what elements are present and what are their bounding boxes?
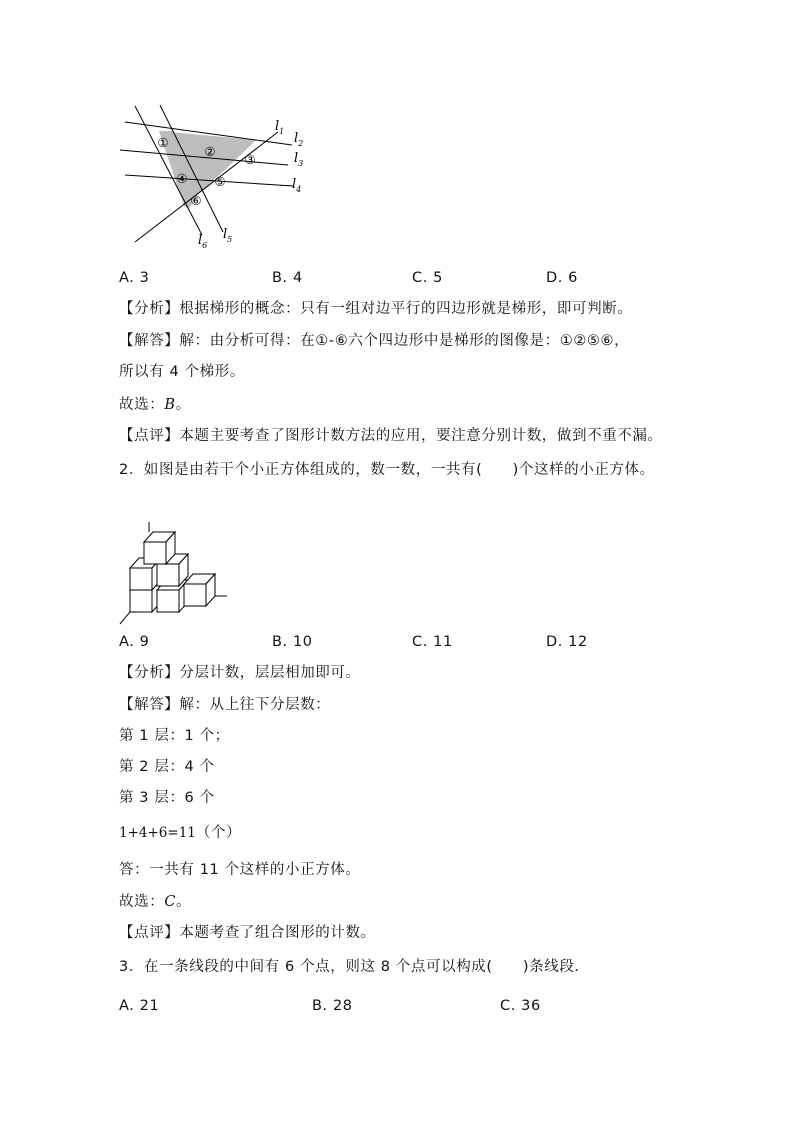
- comment-text: 【点评】本题考查了组合图形的计数。: [119, 925, 376, 941]
- line-label: $l_2$: [294, 131, 304, 148]
- choice-suffix: 。: [176, 894, 192, 910]
- question-text: 2．如图是由若干个小正方体组成的，数一数，一共有( )个这样的小正方体。: [119, 462, 655, 478]
- line-label: $l_1$: [275, 119, 285, 136]
- option-b: B. 28: [312, 998, 353, 1014]
- equation-expr: 1+4+6=11: [119, 825, 196, 841]
- solution-text: 【解答】解：由分析可得：在①-⑥六个四边形中是梯形的图像是：①②⑤⑥，: [119, 333, 630, 349]
- choice-text: [119, 892, 191, 912]
- choice-prefix: 故选：: [119, 397, 165, 413]
- line-label: $l_4$: [292, 177, 302, 194]
- region-label: ⑥: [190, 193, 202, 208]
- option-a: A. 21: [119, 998, 160, 1014]
- cube: [144, 532, 175, 564]
- choice-text: [119, 395, 191, 415]
- question-text: 3．在一条线段的中间有 6 个点，则这 8 个点可以构成( )条线段．: [119, 959, 590, 975]
- layer-count: 第 2 层：4 个: [119, 759, 215, 775]
- answer-text: 答：一共有 11 个这样的小正方体。: [119, 862, 361, 878]
- analysis-text: 【分析】根据梯形的概念：只有一组对边平行的四边形就是梯形，即可判断。: [119, 301, 633, 317]
- axis-line: [120, 612, 130, 624]
- layer-count: 第 1 层：1 个；: [119, 728, 230, 744]
- equation: [119, 823, 241, 843]
- solution-text: 【解答】解：从上往下分层数：: [119, 697, 331, 713]
- choice-prefix: 故选：: [119, 894, 165, 910]
- region-label: ③: [244, 152, 256, 167]
- option-b: B. 10: [272, 634, 313, 650]
- cube: [184, 574, 215, 606]
- option-d: D. 6: [546, 270, 579, 286]
- region-label: ④: [176, 171, 188, 186]
- option-c: C. 5: [412, 270, 443, 286]
- option-c: C. 11: [412, 634, 453, 650]
- solution-text: 所以有 4 个梯形。: [119, 364, 245, 380]
- region-label: ②: [204, 144, 216, 159]
- comment-text: 【点评】本题主要考查了图形计数方法的应用，要注意分别计数，做到不重不漏。: [119, 428, 663, 444]
- equation-unit: （个）: [195, 825, 242, 841]
- option-b: B. 4: [272, 270, 303, 286]
- choice-letter: B: [164, 397, 176, 413]
- line-label: $l_6$: [198, 233, 208, 250]
- line-label: $l_3$: [294, 151, 304, 168]
- option-d: D. 12: [546, 634, 588, 650]
- line-label: $l_5$: [223, 227, 233, 244]
- region-label: ①: [157, 135, 169, 150]
- choice-letter: C: [164, 894, 177, 910]
- region-label: ⑤: [214, 174, 226, 189]
- layer-count: 第 3 层：6 个: [119, 790, 215, 806]
- intersecting-lines-figure: [110, 100, 320, 250]
- option-a: A. 9: [119, 634, 150, 650]
- option-a: A. 3: [119, 270, 150, 286]
- analysis-text: 【分析】分层计数，层层相加即可。: [119, 665, 361, 681]
- cube-stack-figure: [112, 512, 232, 630]
- choice-suffix: 。: [175, 397, 191, 413]
- option-c: C. 36: [500, 998, 541, 1014]
